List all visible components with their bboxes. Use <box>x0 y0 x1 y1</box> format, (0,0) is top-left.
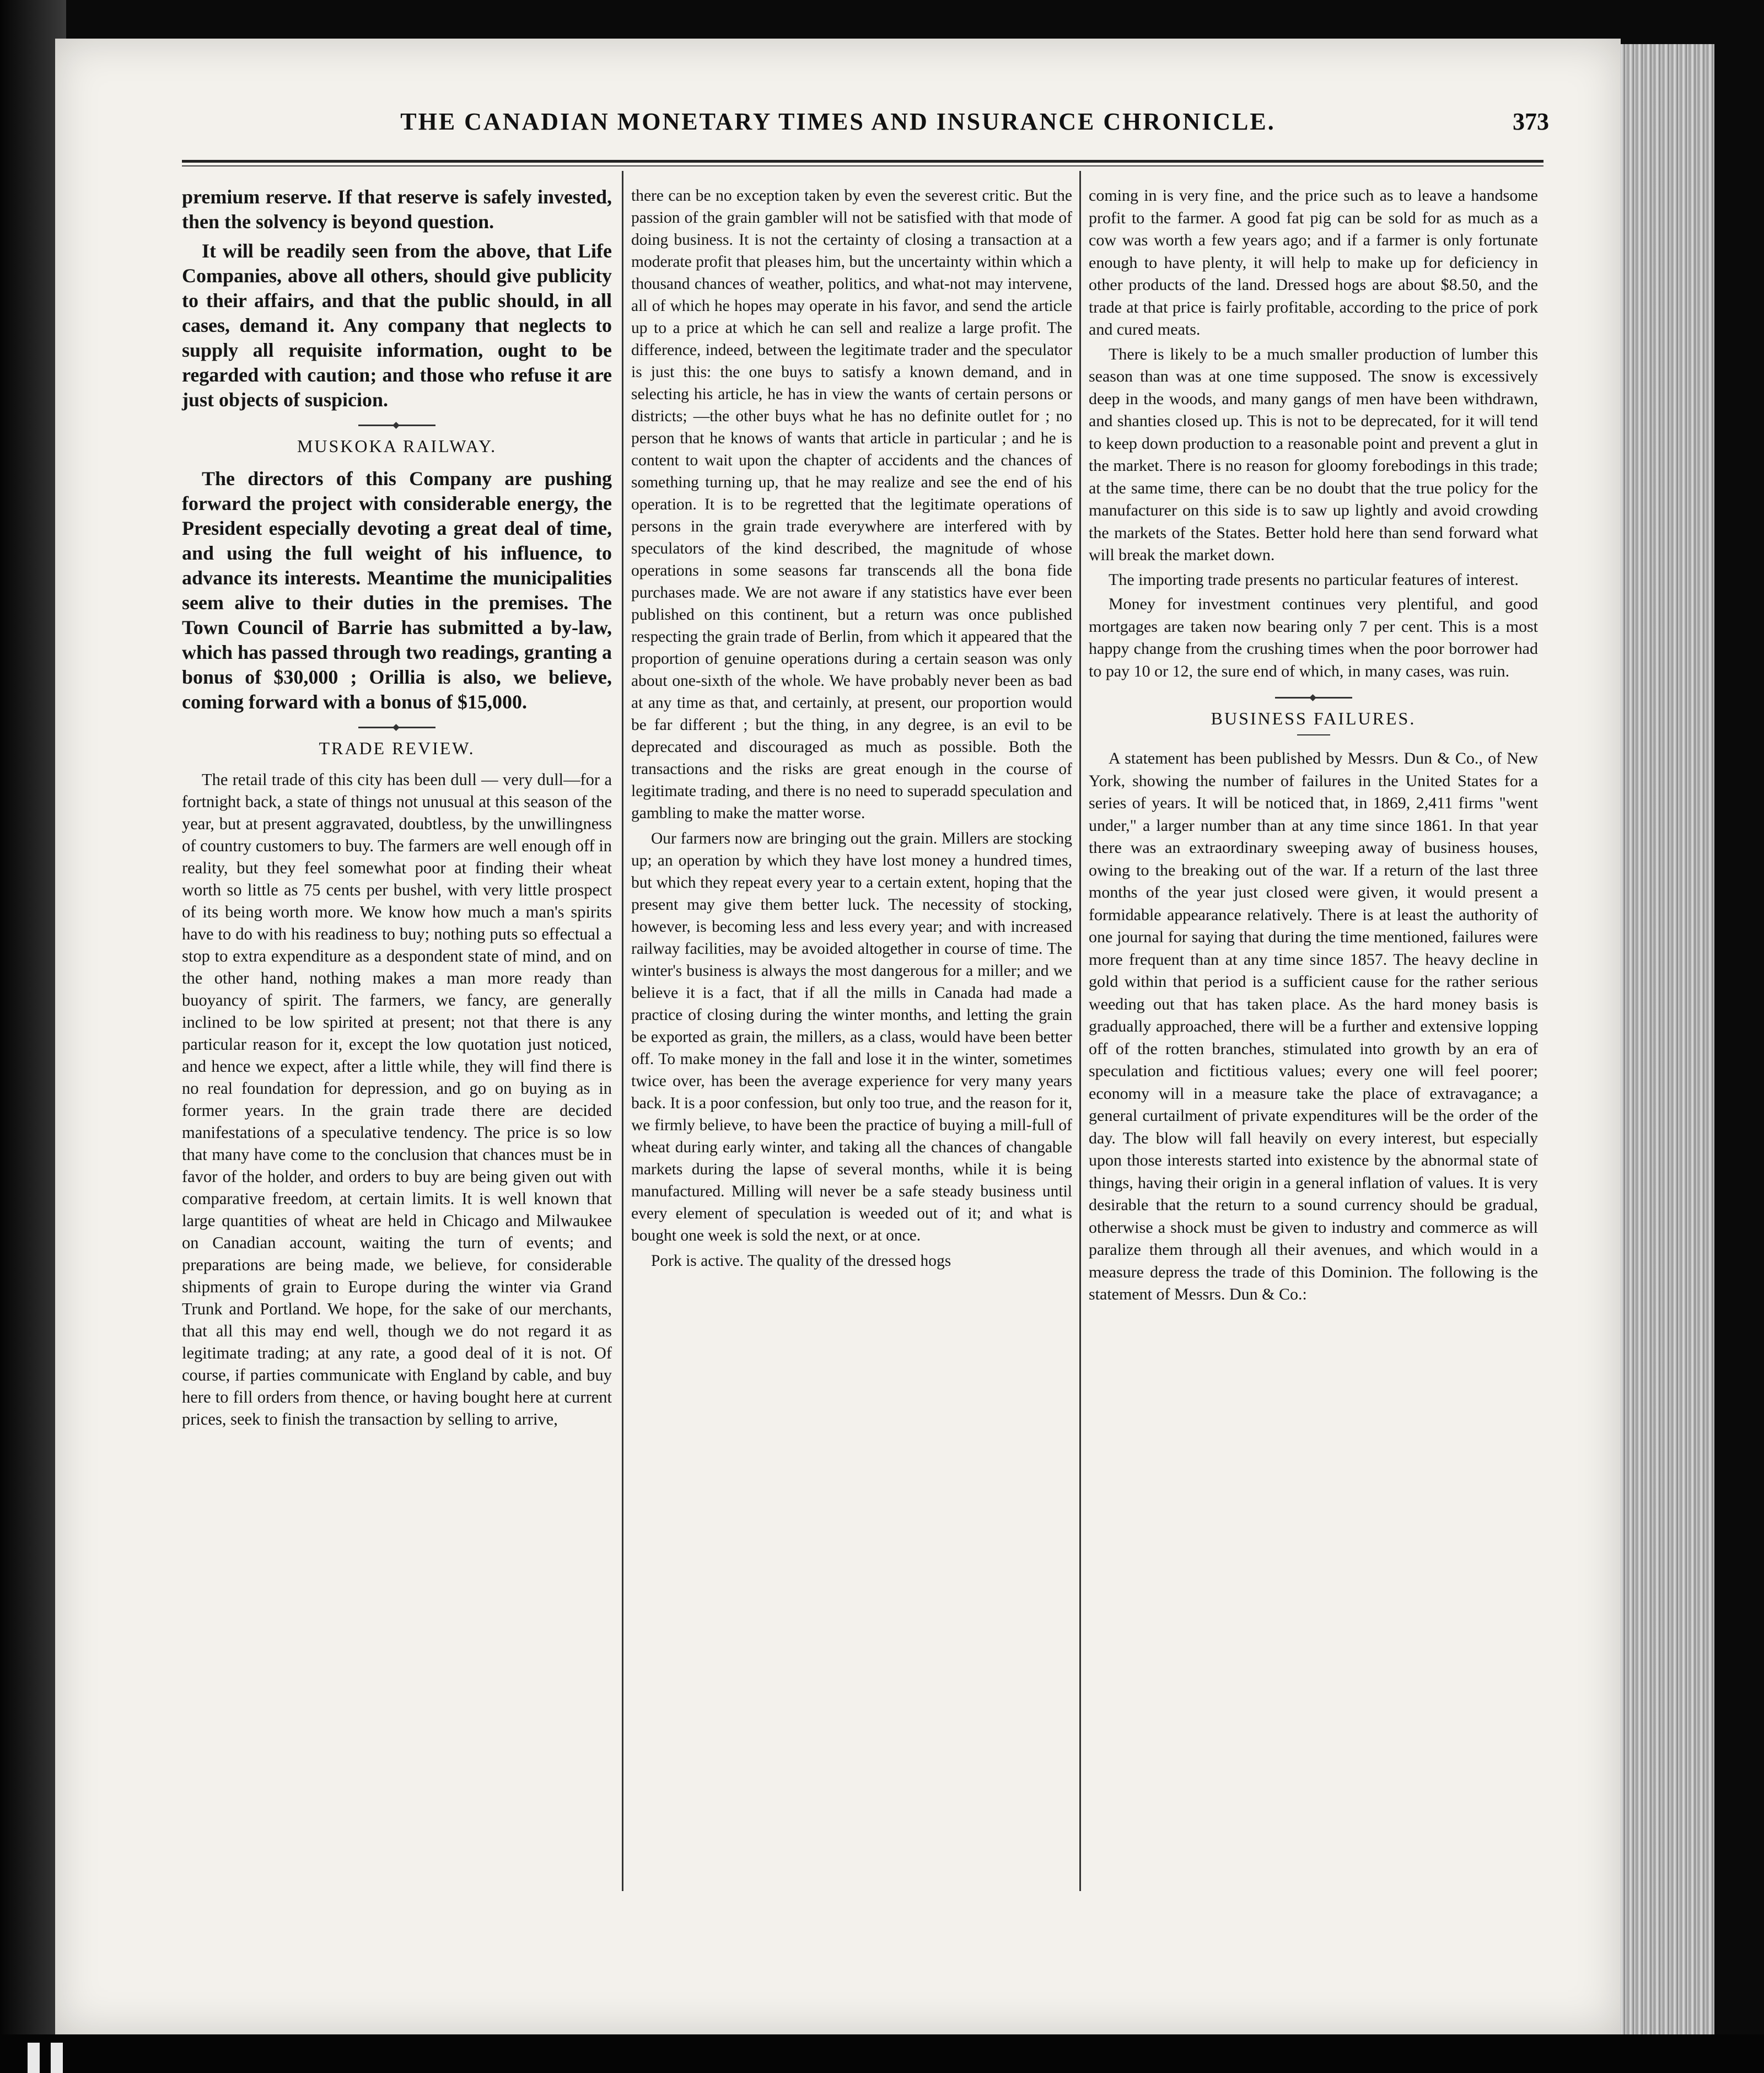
paragraph: A statement has been published by Messrs. Dun & Co., of New York, showing the number of failures in the United States for a series of years. It will be noticed that, in 1869, 2,411 firms "went under," a larger number than at any time since 1861. In that year there was an extraordinary sweeping away of business houses, owing to the breaking out of the war. If a return of the last three months of the year just closed were given, it would present a formidable appearance relatively. There is at least the authority of one journal for saying that during the time mentioned, failures were more frequent than at any time since 1857. The heavy decline in gold within that period is a sufficient cause for the rather serious weeding out that has taken place. As the hard money basis is gradually approached, there will be a further and extensive lopping off of the rotten branches, stimulated into growth by an era of speculation and fictitious values; every one will feel poorer; economy will in a measure take the place of extravagance; a general curtailment of private expenditures will be the order of the day. The blow will fall heavily on every interest, but especially upon those interests started into existence by the abnormal state of things, having their origin in a general inflation of values. It is very desirable that the return to a sound currency should be gradual, otherwise a shock must be given to industry and commerce as will paralize them through all their avenues, and which would in a measure depress the trade of this Dominion. The following is the statement of Messrs. Dun & Co.: <box>1089 749 1538 1303</box>
paragraph: Money for investment continues very plentiful, and good mortgages are taken now bearing only 7 per cent. This is a most happy change from the crushing times when the poor borrower had to pay 10 or 12, the sure end of which, in many cases, was ruin. <box>1089 595 1538 680</box>
section-heading-trade-review: TRADE REVIEW. <box>319 738 475 758</box>
paragraph: The importing trade presents no particular features of interest. <box>1109 570 1519 589</box>
paragraph: There is likely to be a much smaller production of lumber this season than was at one time supposed. The snow is excessively deep in the woods, and many gangs of men have been withdrawn, and shanties closed up. This is not to be deprecated, for it will tend to keep down production to a reasonable point and prevent a glut in the market. There is no reason for gloomy forebodings in this trade; at the same time, there can be no doubt that the true policy for the manufacturer on this side is to saw up lightly and avoid crowding the markets of the States. Better hold here than send forward what will break the market down. <box>1089 345 1538 564</box>
paragraph: The retail trade of this city has been dull — very dull—for a fortnight back, a state of things not unusual at this season of the year, but at present aggravated, doubtless, by the unwillingness of country customers to buy. The farmers are well enough off in reality, but they feel somewhat poor at finding their wheat worth so little as 75 cents per bushel, with very little prospect of its being worth more. We know how much a man's spirits have to do with his readiness to buy; nothing puts so effectual a stop to extra expenditure as a despondent state of mind, and on the other hand, nothing makes a man more ready than buoyancy of spirit. The farmers, we fancy, are generally inclined to be low spirited at present; not that there is any particular reason for it, except the low quotation just noticed, and hence we expect, after a little while, they will find there is no real foundation for depression, and go on buying as in former years. In the grain trade there are decided manifestations of a speculative tendency. The price is so low that many have come to the conclusion that chances must be in favor of the holder, and orders to buy are being given out with comparative freedom, at certain limits. It is well known that large quantities of wheat are held in Chicago and Milwaukee on Canadian account, waiting the turn of events; and preparations are being made, we believe, for considerable shipments of grain to Europe during the winter via Grand Trunk and Portland. We hope, for the sake of our merchants, that all this may end well, though we do not regard it as legitimate trading; at any rate, a good deal of it is not. Of course, if parties communicate with England by cable, and buy here to fill orders from thence, or having bought here at current prices, seek to finish the transaction by selling to arrive, <box>182 770 612 1428</box>
paragraph: coming in is very fine, and the price such as to leave a handsome profit to the farmer. A good fat pig can be sold for as much as a cow was worth a few years ago; and if a farmer is only fortunate enough to have plenty, it will help to make up for deficiency in other products of the land. Dressed hogs are about $8.50, and the trade at that price is fairly profitable, according to the price of pork and cured meats. <box>1089 186 1538 339</box>
page-number: 373 <box>1513 108 1549 135</box>
paragraph: The directors of this Company are pushing forward the project with considerable energy, the President especially devoting a great deal of time, and using the full weight of his influence, to advance its interests. Meantime the municipalities seem alive to their duties in the premises. The Town Council of Barrie has submitted a by-law, which has passed through two readings, granting a bonus of $30,000 ; Orillia is also, we believe, coming forward with a bonus of $15,000. <box>182 468 612 713</box>
scanner-frame-bottom <box>0 2034 1764 2073</box>
section-rule <box>358 425 435 426</box>
column-divider <box>1079 171 1081 1891</box>
running-title: THE CANADIAN MONETARY TIMES AND INSURANCE CHRONICLE. <box>400 108 1276 135</box>
clip-mark <box>28 2043 40 2073</box>
section-rule <box>358 727 435 728</box>
section-rule <box>1297 734 1330 735</box>
section-heading-muskoka-railway: MUSKOKA RAILWAY. <box>297 436 497 456</box>
header-rule <box>182 165 1544 167</box>
column-1 <box>182 185 612 1430</box>
header-rule <box>182 160 1544 163</box>
column-3 <box>1089 185 1538 1306</box>
section-heading-business-failures: BUSINESS FAILURES. <box>1211 708 1416 728</box>
clip-mark <box>51 2043 63 2073</box>
paragraph: Pork is active. The quality of the dressed hogs <box>651 1252 951 1270</box>
paragraph: Our farmers now are bringing out the grain. Millers are stocking up; an operation by which they have lost money a hundred times, but which they repeat every year to a certain extent, hoping that the present may give them better luck. The necessity of stocking, however, is becoming less and less every year; and with increased railway facilities, may be avoided altogether in course of time. The winter's business is always the most dangerous for a miller; and we believe it is a fact, that if all the mills in Canada had made a practice of closing during the winter months, and letting the grain be exported as grain, the millers, as a class, would have been better off. To make money in the fall and lose it in the winter, sometimes twice over, has been the average experience for very many years back. It is a poor confession, but only too true, and the reason for it, we firmly believe, to have been the practice of buying a mill-full of wheat during early winter, and taking all the chances of changable markets during the lapse of several months, while it is being manufactured. Milling will never be a safe steady business until every element of speculation is weeded out of it; and what is bought one week is sold the next, or at once. <box>631 830 1072 1244</box>
paragraph: premium reserve. If that reserve is safely invested, then the solvency is beyond question. <box>182 186 612 233</box>
page-header <box>132 108 1549 146</box>
column-divider <box>622 171 623 1891</box>
paragraph: It will be readily seen from the above, that Life Companies, above all others, should give publicity to their affairs, and that the public should, in all cases, demand it. Any company that neglects to supply all requisite information, ought to be regarded with caution; and those who refuse it are just objects of suspicion. <box>182 240 612 411</box>
column-2 <box>631 185 1072 1272</box>
paragraph: there can be no exception taken by even the severest critic. But the passion of the grain gambler will not be satisfied with that mode of doing business. It is not the certainty of closing a transaction at a moderate profit that pleases him, but the uncertainty within which a thousand chances of weather, politics, and what-not may intervene, all of which he hopes may operate in his favor, and send the article up to a price at which he can sell and realize a large profit. The difference, indeed, between the legitimate trader and the speculator is just this: the one buys to satisfy a known demand, and in selecting his article, he has in view the wants of certain persons or districts; —the other buys what he has no definite outlet for ; no person that he knows of wants that article in particular ; and he is content to wait upon the chapter of accidents and the chances of something turning up, that he may realize and see the end of his operation. It is to be regretted that the legitimate operations of persons in the grain trade everywhere are interfered with by speculators of the kind described, the magnitude of whose operations in some seasons far transcends all the bona fide purchases made. We are not aware if any statistics have ever been published on this continent, but a return was once published respecting the grain trade of Berlin, from which it appeared that the proportion of genuine operations during a certain season was only about one-sixth of the whole. We have probably never been as bad at any time as that, and certainly, at present, our proportion would be far different ; but the thing, in any degree, is an evil to be deprecated and discouraged as much as possible. Both the transactions and the risks are great enough in the course of legitimate trading, and there is no need to superadd speculation and gambling to make the matter worse. <box>631 187 1072 822</box>
section-rule <box>1275 697 1352 699</box>
